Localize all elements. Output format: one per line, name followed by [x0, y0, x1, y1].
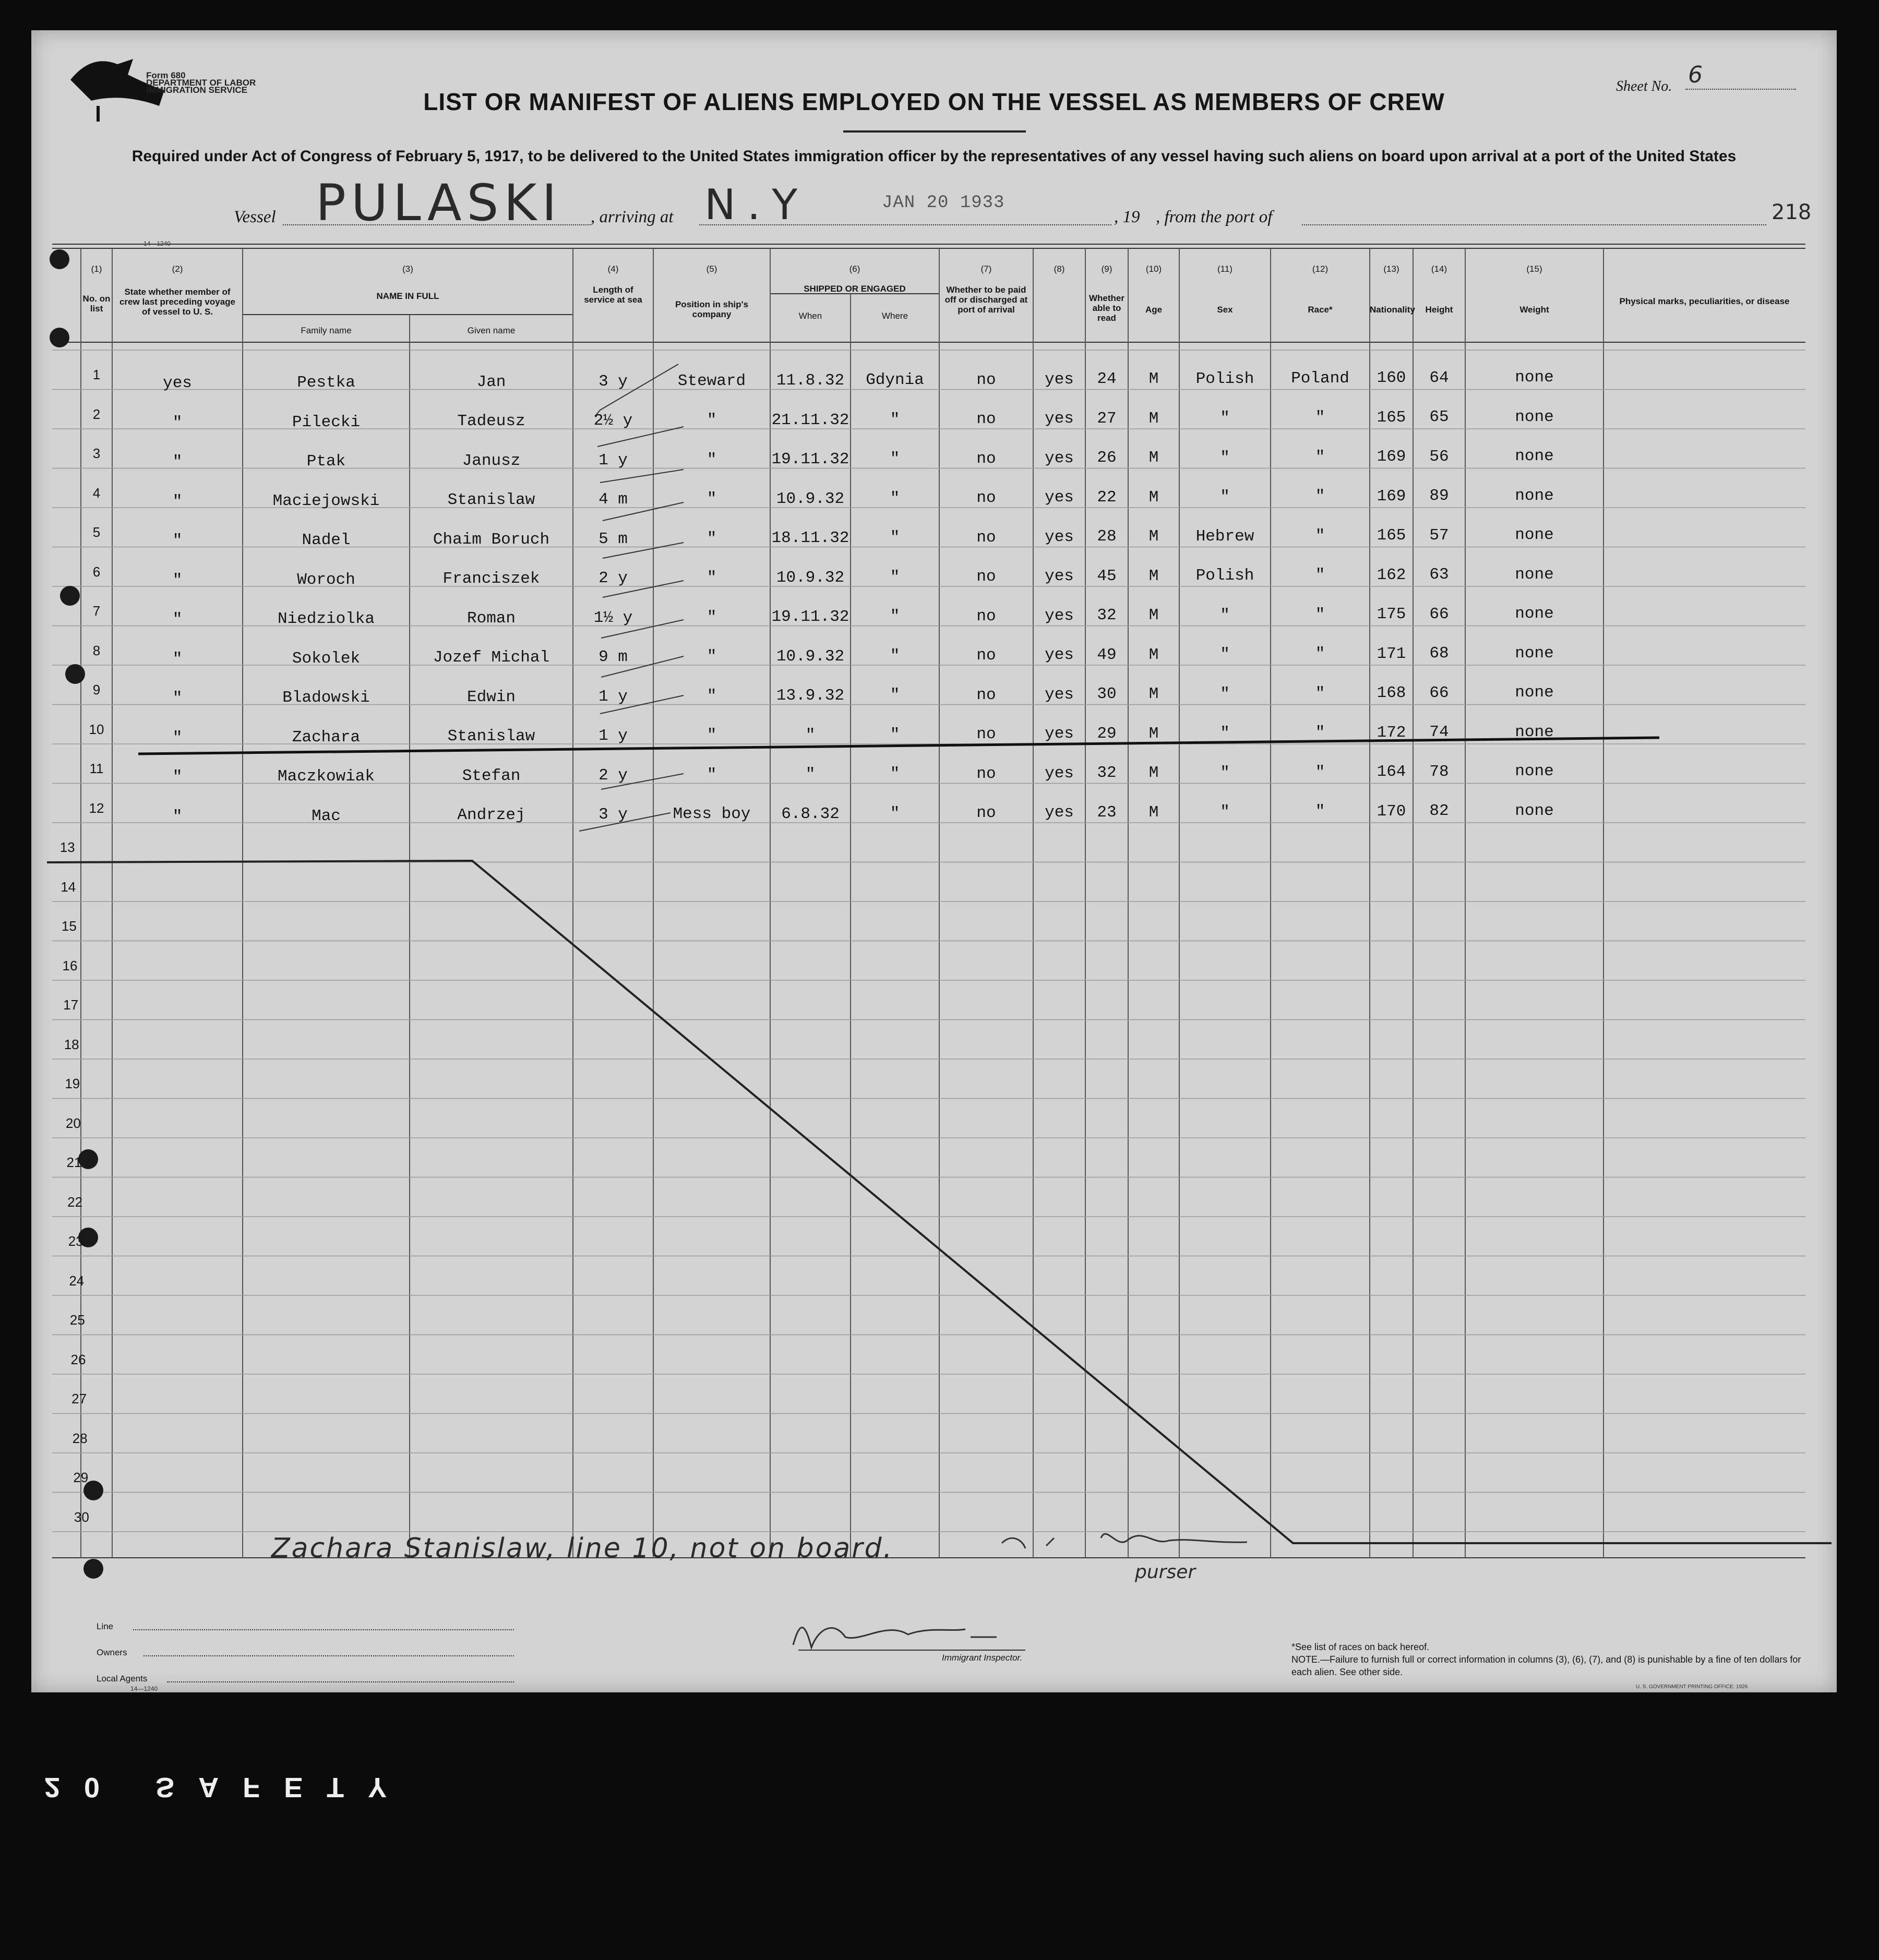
- cell-race: ": [1220, 724, 1230, 743]
- cell-where: ": [890, 450, 900, 468]
- penalty-note: NOTE.—Failure to furnish full or correct information in columns (3), (6), (7), and (8) is punishable by a fine of ten dollars for each alien. See other side.: [1291, 1654, 1801, 1677]
- cell-weight: 78: [1429, 762, 1449, 781]
- cell-where: ": [890, 410, 900, 429]
- cell-weight: 66: [1429, 683, 1449, 702]
- binder-hole-icon: [50, 249, 69, 269]
- cell-paid: no: [976, 528, 996, 547]
- header-sex: Sex: [1217, 305, 1233, 315]
- from-port-label: , from the port of: [1156, 208, 1273, 226]
- cell-family: Pilecki: [292, 413, 361, 431]
- cell-age: 32: [1097, 764, 1117, 783]
- row-number: 28: [72, 1430, 88, 1446]
- footer-agents-label: Local Agents: [97, 1674, 148, 1684]
- cell-nationality: ": [1315, 526, 1325, 545]
- cell-race: Polish: [1195, 369, 1254, 388]
- cell-where: ": [890, 528, 900, 547]
- column-number: (4): [607, 264, 619, 274]
- cell-when: ": [805, 765, 816, 784]
- cell-paid: no: [976, 804, 996, 823]
- cell-position: Mess boy: [673, 805, 751, 824]
- cell-prev: ": [172, 453, 183, 472]
- cell-age: 32: [1097, 606, 1117, 625]
- cell-weight: 65: [1429, 408, 1449, 427]
- row-number: 4: [92, 485, 101, 501]
- row-number: 14: [61, 879, 76, 895]
- cell-service: 5 m: [599, 530, 628, 548]
- cell-paid: no: [976, 686, 996, 704]
- column-number: (15): [1526, 264, 1542, 274]
- cell-weight: 63: [1429, 566, 1449, 584]
- cell-sex: M: [1148, 409, 1159, 428]
- row-number: 25: [69, 1312, 85, 1328]
- cell-given: Jozef Michal: [433, 648, 550, 667]
- cell-given: Stefan: [462, 766, 521, 785]
- header-paid-off: Whether to be paid off or discharged at port of arrival: [944, 285, 1028, 315]
- cell-when: 11.8.32: [776, 371, 845, 390]
- cell-sex: M: [1148, 606, 1159, 625]
- cell-service: 1 y: [599, 451, 628, 470]
- sheet-label: Sheet No.: [1616, 78, 1672, 94]
- row-number: 30: [74, 1509, 89, 1525]
- row-number: 26: [70, 1351, 86, 1367]
- cell-race: Hebrew: [1195, 527, 1254, 546]
- cell-nationality: ": [1315, 605, 1325, 624]
- cell-family: Sokolek: [292, 649, 361, 668]
- cell-race: ": [1220, 606, 1230, 624]
- cell-position: ": [707, 647, 717, 666]
- cell-paid: no: [976, 568, 996, 586]
- handwritten-note: Zachara Stanislaw, line 10, not on board.: [271, 1533, 894, 1564]
- row-number: 13: [59, 839, 75, 855]
- page-title: LIST OR MANIFEST OF ALIENS EMPLOYED ON THE VESSEL AS MEMBERS OF CREW: [423, 88, 1445, 115]
- year-label: , 19: [1114, 208, 1140, 226]
- cell-read: yes: [1045, 410, 1074, 428]
- header-race: Race*: [1308, 305, 1333, 315]
- cell-marks: none: [1515, 447, 1554, 466]
- cell-when: 10.9.32: [776, 489, 845, 508]
- cell-position: ": [707, 411, 717, 430]
- cell-marks: none: [1515, 605, 1554, 623]
- cell-prev: ": [172, 807, 183, 826]
- cell-weight: 57: [1429, 526, 1449, 545]
- cell-where: ": [890, 725, 900, 744]
- column-number: (1): [91, 264, 102, 274]
- header-family-name: Family name: [301, 326, 352, 335]
- cell-given: Janusz: [462, 451, 521, 470]
- cell-marks: none: [1515, 644, 1554, 663]
- date-stamp: JAN 20 1933: [882, 193, 1005, 213]
- binder-hole-icon: [65, 664, 85, 684]
- cell-position: ": [707, 529, 717, 548]
- cell-prev: ": [172, 571, 183, 590]
- column-number: (5): [706, 264, 717, 274]
- footer-owners-label: Owners: [97, 1648, 127, 1657]
- cell-race: ": [1220, 409, 1230, 428]
- cell-age: 23: [1097, 803, 1117, 822]
- cell-family: Maciejowski: [272, 491, 380, 510]
- cell-position: ": [707, 687, 717, 705]
- header-shipped-or-engaged: SHIPPED OR ENGAGED: [804, 284, 906, 294]
- row-number: 8: [92, 642, 101, 658]
- cell-sex: M: [1148, 449, 1159, 467]
- cell-where: ": [890, 607, 900, 626]
- cell-height: 171: [1377, 644, 1406, 663]
- cell-age: 28: [1097, 527, 1117, 546]
- row-number: 19: [65, 1076, 80, 1091]
- header-shipped-when: When: [798, 311, 822, 321]
- cell-marks: none: [1515, 368, 1554, 387]
- cell-paid: no: [976, 410, 996, 429]
- cell-nationality: ": [1315, 763, 1325, 781]
- vessel-name: PULASKI: [316, 174, 562, 232]
- cell-given: Stanislaw: [447, 727, 535, 746]
- cell-when: 21.11.32: [771, 411, 849, 429]
- cell-prev: ": [172, 650, 183, 668]
- row-number: 2: [92, 406, 101, 422]
- header-weight: Weight: [1519, 305, 1549, 315]
- cell-where: ": [890, 489, 900, 508]
- cell-height: 175: [1377, 605, 1406, 624]
- cell-sex: M: [1148, 370, 1159, 389]
- row-number: 22: [67, 1194, 83, 1210]
- header-length-of-service: Length of service at sea: [584, 285, 642, 305]
- cell-paid: no: [976, 725, 996, 744]
- row-number: 6: [92, 563, 101, 580]
- cell-given: Chaim Boruch: [433, 530, 550, 549]
- cell-given: Edwin: [466, 688, 516, 706]
- cell-family: Bladowski: [282, 689, 370, 707]
- column-number: (13): [1383, 264, 1399, 274]
- cell-when: 13.9.32: [776, 687, 845, 705]
- cell-where: ": [890, 765, 900, 784]
- row-number: 29: [73, 1470, 89, 1485]
- column-number: (11): [1217, 264, 1232, 274]
- cell-height: 165: [1377, 526, 1406, 545]
- form-code: 14—1240: [143, 240, 171, 247]
- cell-height: 169: [1377, 448, 1406, 466]
- cell-given: Jan: [476, 372, 506, 391]
- cell-paid: no: [976, 489, 996, 508]
- cell-service: 3 y: [599, 805, 628, 824]
- header-able-to-read: Whether able to read: [1089, 293, 1124, 323]
- cell-given: Andrzej: [457, 806, 525, 825]
- cell-sex: M: [1148, 567, 1159, 585]
- cell-marks: none: [1515, 723, 1554, 741]
- cell-race: ": [1220, 684, 1230, 703]
- header-given-name: Given name: [467, 326, 516, 335]
- cell-where: ": [890, 646, 900, 665]
- cell-marks: none: [1515, 486, 1554, 505]
- cell-nationality: ": [1315, 487, 1325, 506]
- cell-family: Nadel: [302, 531, 351, 550]
- cell-service: 2 y: [599, 766, 628, 785]
- printer-line: U. S. GOVERNMENT PRINTING OFFICE: 1926: [1636, 1684, 1748, 1690]
- cell-read: yes: [1045, 488, 1074, 507]
- cell-position: ": [707, 726, 717, 745]
- row-number: 24: [69, 1272, 85, 1289]
- cell-family: Woroch: [297, 570, 355, 589]
- cell-race: ": [1220, 448, 1230, 467]
- cell-height: 168: [1377, 684, 1406, 703]
- row-number: 9: [92, 682, 101, 698]
- cell-service: 9 m: [599, 648, 628, 667]
- cell-when: 10.9.32: [776, 647, 845, 666]
- cell-weight: 89: [1429, 487, 1449, 506]
- cell-age: 49: [1097, 645, 1117, 664]
- header-previous-voyage: State whether member of crew last preceding voyage of vessel to U. S.: [119, 287, 236, 317]
- cell-marks: none: [1515, 526, 1554, 545]
- cell-sex: M: [1148, 645, 1159, 664]
- cell-read: yes: [1045, 370, 1074, 389]
- cell-sex: M: [1148, 488, 1159, 507]
- cell-race: ": [1220, 763, 1230, 782]
- cell-given: Stanislaw: [447, 491, 535, 510]
- column-number: (10): [1145, 264, 1162, 274]
- arriving-label: , arriving at: [591, 208, 674, 226]
- cell-position: Steward: [677, 371, 746, 390]
- cell-position: ": [707, 569, 717, 587]
- cell-weight: 82: [1429, 802, 1449, 821]
- row-number: 11: [89, 761, 104, 776]
- column-number: (8): [1054, 264, 1065, 274]
- cell-service: 2½ y: [593, 412, 633, 430]
- binder-hole-icon: [50, 328, 69, 347]
- row-number: 21: [66, 1155, 82, 1170]
- header-physical-marks: Physical marks, peculiarities, or disease: [1619, 296, 1790, 306]
- footer-agents-field: [167, 1681, 514, 1682]
- cell-family: Maczkowiak: [277, 767, 375, 786]
- footer-owners-field: [143, 1655, 514, 1656]
- cell-family: Mac: [312, 807, 341, 825]
- cell-prev: ": [172, 728, 183, 747]
- row-number: 17: [63, 997, 79, 1013]
- department-line: DEPARTMENT OF LABOR: [146, 78, 256, 88]
- cell-sex: M: [1148, 803, 1159, 822]
- cell-nationality: ": [1315, 408, 1325, 427]
- cell-when: 10.9.32: [776, 568, 845, 587]
- cell-family: Niedziolka: [277, 610, 375, 629]
- column-number: (12): [1312, 264, 1329, 274]
- header-nationality: Nationality: [1370, 305, 1415, 315]
- cell-read: yes: [1045, 803, 1074, 822]
- cell-race: ": [1220, 645, 1230, 664]
- cell-when: 19.11.32: [771, 450, 849, 468]
- cell-weight: 66: [1429, 605, 1449, 623]
- row-number: 27: [71, 1391, 87, 1406]
- cell-paid: no: [976, 646, 996, 665]
- cell-read: yes: [1045, 764, 1074, 783]
- row-number: 18: [64, 1036, 79, 1052]
- sheet-number: 6: [1688, 62, 1703, 88]
- cell-weight: 74: [1429, 723, 1449, 742]
- row-number: 7: [92, 603, 101, 619]
- cell-prev: ": [172, 689, 183, 708]
- cell-prev: ": [172, 413, 183, 432]
- manifest-grid: [31, 30, 1837, 1692]
- cell-service: 3 y: [599, 372, 628, 391]
- cell-height: 169: [1377, 487, 1406, 506]
- row-number: 3: [92, 446, 101, 461]
- column-number: (2): [172, 264, 183, 274]
- cell-marks: none: [1515, 801, 1554, 820]
- cell-read: yes: [1045, 685, 1074, 704]
- row-number: 15: [61, 918, 77, 934]
- service-line: IMMIGRATION SERVICE: [146, 85, 247, 95]
- column-number: (9): [1101, 264, 1112, 274]
- cell-race: ": [1220, 803, 1230, 822]
- cell-age: 27: [1097, 409, 1117, 428]
- cell-nationality: ": [1315, 448, 1325, 466]
- cell-when: 6.8.32: [781, 804, 840, 823]
- cell-prev: ": [172, 768, 183, 787]
- cell-prev: ": [172, 610, 183, 629]
- row-number: 20: [65, 1115, 81, 1131]
- cell-height: 164: [1377, 763, 1406, 781]
- cell-marks: none: [1515, 407, 1554, 426]
- footer-line-label: Line: [97, 1621, 114, 1631]
- arriving-port: N.Y: [704, 181, 809, 229]
- cell-service: 1 y: [599, 727, 628, 745]
- cell-where: ": [890, 568, 900, 586]
- cell-position: ": [707, 608, 717, 627]
- cell-service: 4 m: [599, 490, 628, 509]
- cell-marks: none: [1515, 683, 1554, 702]
- row-number: 5: [92, 524, 101, 540]
- header-no-on-list: No. on list: [82, 294, 111, 314]
- column-number: (3): [402, 264, 413, 274]
- cell-race: Polish: [1195, 567, 1254, 585]
- cell-height: 162: [1377, 566, 1406, 584]
- row-number: 16: [62, 957, 78, 973]
- cell-paid: no: [976, 607, 996, 626]
- cell-age: 22: [1097, 488, 1117, 507]
- cell-age: 24: [1097, 370, 1117, 389]
- cell-nationality: ": [1315, 645, 1325, 664]
- cell-service: 1 y: [599, 687, 628, 706]
- cell-nationality: Poland: [1291, 369, 1349, 388]
- cell-where: ": [890, 686, 900, 705]
- cell-given: Roman: [466, 609, 516, 628]
- immigrant-inspector-label: Immigrant Inspector.: [942, 1653, 1023, 1663]
- cell-where: ": [890, 804, 900, 823]
- header-height: Height: [1425, 305, 1453, 315]
- row-number: 23: [68, 1233, 83, 1249]
- cell-weight: 56: [1429, 447, 1449, 466]
- cell-position: ": [707, 450, 717, 469]
- cell-family: Ptak: [306, 452, 346, 471]
- cell-sex: M: [1148, 527, 1159, 546]
- header-position: Position in ship's company: [675, 299, 749, 319]
- row-number: 12: [89, 800, 104, 816]
- cell-when: ": [805, 726, 816, 744]
- cell-height: 165: [1377, 408, 1406, 427]
- cell-family: Zachara: [292, 728, 361, 747]
- row-number: 10: [89, 721, 104, 737]
- cell-sex: M: [1148, 685, 1159, 704]
- cell-given: Tadeusz: [457, 412, 525, 431]
- row-number: 1: [92, 367, 101, 382]
- cell-prev: ": [172, 532, 183, 550]
- cell-where: Gdynia: [866, 371, 924, 390]
- cell-read: yes: [1045, 606, 1074, 625]
- header-age: Age: [1145, 305, 1163, 315]
- cell-height: 170: [1377, 802, 1406, 821]
- footer-agents-code: 14—1240: [130, 1685, 158, 1692]
- column-number: (6): [849, 264, 860, 274]
- cell-paid: no: [976, 449, 996, 468]
- cell-read: yes: [1045, 449, 1074, 467]
- header-name-in-full: NAME IN FULL: [376, 291, 439, 301]
- cell-paid: no: [976, 370, 996, 389]
- form-number-line: Form 680: [146, 70, 186, 80]
- cell-age: 30: [1097, 685, 1117, 704]
- page-reference: 218: [1772, 200, 1812, 224]
- column-number: (14): [1431, 264, 1447, 274]
- cell-nationality: ": [1315, 802, 1325, 821]
- cell-position: ": [707, 765, 717, 784]
- cell-marks: none: [1515, 762, 1554, 781]
- film-edge-marking: 20 SAFETY: [44, 1772, 411, 1803]
- cell-read: yes: [1045, 567, 1074, 586]
- cell-read: yes: [1045, 527, 1074, 546]
- cell-marks: none: [1515, 565, 1554, 584]
- footer-line-field: [133, 1629, 514, 1630]
- cell-nationality: ": [1315, 724, 1325, 742]
- cell-age: 26: [1097, 449, 1117, 467]
- cell-prev: yes: [163, 374, 192, 393]
- cell-prev: ": [172, 492, 183, 511]
- cell-sex: M: [1148, 764, 1159, 783]
- manifest-sheet: [31, 30, 1837, 1692]
- cell-family: Pestka: [297, 374, 355, 392]
- cell-when: 19.11.32: [771, 608, 849, 626]
- cell-race: ": [1220, 488, 1230, 507]
- cell-service: 1½ y: [593, 608, 633, 627]
- vessel-label: Vessel: [234, 208, 276, 226]
- cell-nationality: ": [1315, 684, 1325, 703]
- cell-height: 172: [1377, 723, 1406, 742]
- races-note: *See list of races on back hereof.: [1291, 1642, 1430, 1652]
- cell-age: 29: [1097, 724, 1117, 743]
- header-shipped-where: Where: [881, 311, 908, 321]
- cell-weight: 68: [1429, 644, 1449, 663]
- cell-read: yes: [1045, 725, 1074, 743]
- binder-hole-icon: [83, 1559, 103, 1579]
- cell-age: 45: [1097, 567, 1117, 585]
- cell-read: yes: [1045, 646, 1074, 665]
- cell-sex: M: [1148, 724, 1159, 743]
- cell-height: 160: [1377, 369, 1406, 388]
- cell-position: ": [707, 490, 717, 509]
- cell-weight: 64: [1429, 368, 1449, 387]
- cell-paid: no: [976, 764, 996, 783]
- cell-nationality: ": [1315, 566, 1325, 585]
- column-number: (7): [980, 264, 992, 274]
- cell-when: 18.11.32: [771, 529, 849, 547]
- cell-given: Franciszek: [442, 570, 540, 588]
- cell-service: 2 y: [599, 569, 628, 588]
- page-subtitle: Required under Act of Congress of February 5, 1917, to be delivered to the United States immigration officer by the representatives of any vessel having such aliens on board upon arrival at a port of the United States: [131, 148, 1737, 165]
- purser-label: purser: [1135, 1561, 1196, 1583]
